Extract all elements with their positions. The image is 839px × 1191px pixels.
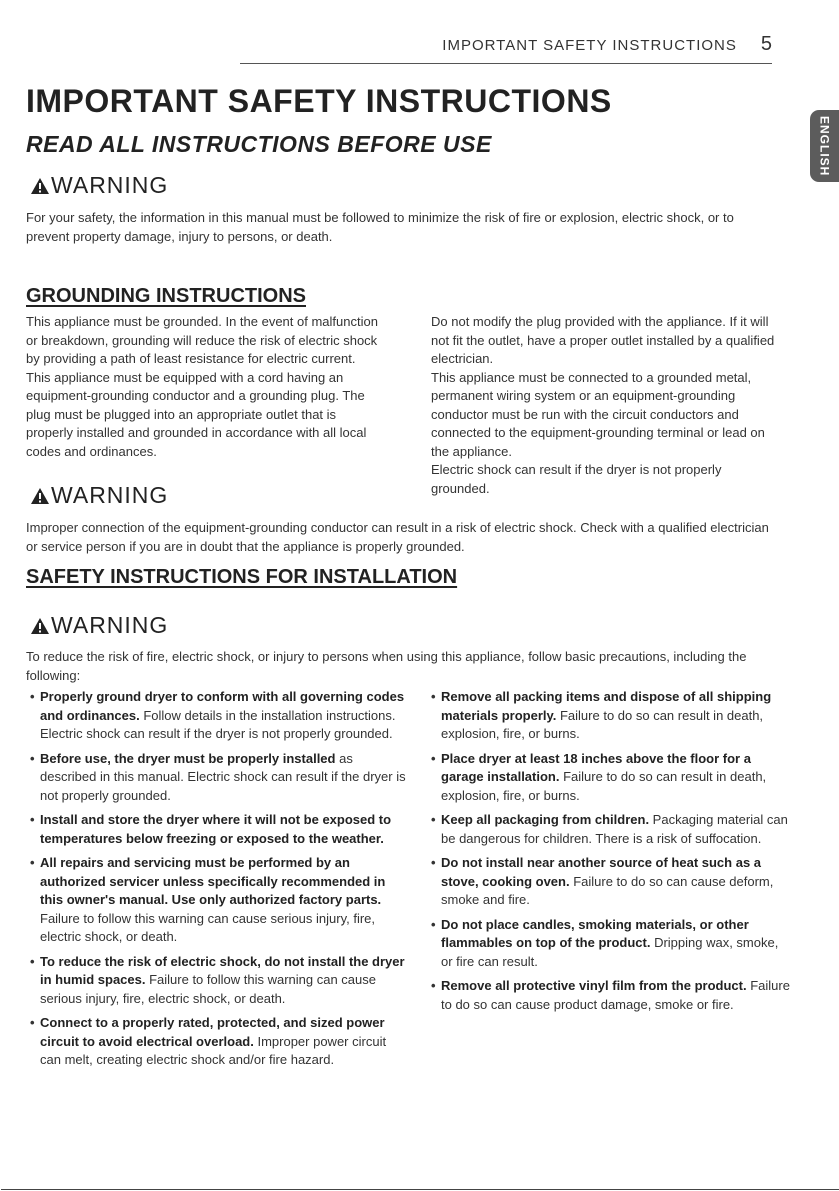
- intro-warning-text: For your safety, the information in this manual must be followed to minimize the risk of fire or explosion, electric shock, or to prevent property damage, injury to persons, or death.: [26, 210, 734, 244]
- warning-label: WARNING: [51, 172, 169, 198]
- list-item: • Place dryer at least 18 inches above the floor for a garage installation. Failure to do so can result in death, explosion, fire, or burns.: [431, 750, 791, 806]
- grounding-right-column: [431, 313, 783, 498]
- list-item: • All repairs and servicing must be performed by an authorized servicer unless specifically recommended in this owner's manual. Use only authorized factory parts. Failure to follow this warning can cause serious injury, fire, electric shock, or death.: [30, 854, 410, 947]
- warning-label: WARNING: [51, 612, 169, 638]
- page-title: IMPORTANT SAFETY INSTRUCTIONS: [26, 83, 612, 119]
- running-header: [240, 33, 772, 64]
- list-item: • Do not install near another source of heat such as a stove, cooking oven. Failure to do so can cause deform, smoke and fire.: [431, 854, 791, 910]
- grounding-left-column: [26, 313, 378, 461]
- warning-heading-3: [30, 612, 168, 639]
- list-item: • Keep all packaging from children. Packaging material can be dangerous for children. There is a risk of suffocation.: [431, 811, 791, 848]
- running-title: IMPORTANT SAFETY INSTRUCTIONS: [442, 37, 737, 54]
- list-item: • Do not place candles, smoking materials, or other flammables on top of the product. Dripping wax, smoke, or fire can result.: [431, 916, 791, 972]
- installation-left-list: [30, 688, 410, 1076]
- list-item: • To reduce the risk of electric shock, do not install the dryer in humid spaces. Failure to follow this warning can cause serious injury, fire, electric shock, or death.: [30, 953, 410, 1009]
- warning-triangle-icon: [30, 177, 50, 195]
- grounding-left-text: This appliance must be grounded. In the event of malfunction or breakdown, grounding will reduce the risk of electric shock by providing a path of least resistance for electric current. This appliance must be equipped with a cord having an equipment-grounding conductor and a grounding plug. The plug must be plugged into an appropriate outlet that is properly installed and grounded in accordance with all local codes and ordinances.: [26, 314, 378, 459]
- grounding-heading: GROUNDING INSTRUCTIONS: [26, 285, 306, 307]
- list-item: • Install and store the dryer where it will not be exposed to temperatures below freezing or exposed to the weather.: [30, 811, 410, 848]
- grounding-right-text-2: This appliance must be connected to a grounded metal, permanent wiring system or an equipment-grounding conductor must be run with the circuit conductors and connected to the equipment-grounding terminal or lead on the appliance.: [431, 369, 765, 459]
- page-subtitle: READ ALL INSTRUCTIONS BEFORE USE: [26, 131, 492, 157]
- grounding-right-text-3: Electric shock can result if the dryer is not properly grounded.: [431, 462, 722, 496]
- grounding-warning-text: Improper connection of the equipment-grounding conductor can result in a risk of electric shock. Check with a qualified electrician or service person if you are in doubt that the appliance is properly grounded.: [26, 520, 769, 554]
- installation-right-list: [431, 688, 791, 1020]
- list-item: • Before use, the dryer must be properly installed as described in this manual. Electric shock can result if the dryer is not properly grounded.: [30, 750, 410, 806]
- warning-heading-1: [30, 172, 168, 199]
- warning-triangle-icon: [30, 487, 50, 505]
- language-tab: [810, 110, 839, 182]
- list-item: • Connect to a properly rated, protected, and sized power circuit to avoid electrical overload. Improper power circuit can melt, creating electric shock and/or fire hazard.: [30, 1014, 410, 1070]
- warning-heading-2: [30, 482, 168, 509]
- list-item: • Properly ground dryer to conform with all governing codes and ordinances. Follow details in the installation instructions. Electric shock can result if the dryer is not properly grounded.: [30, 688, 410, 744]
- installation-heading: SAFETY INSTRUCTIONS FOR INSTALLATION: [26, 566, 458, 588]
- warning-label: WARNING: [51, 482, 169, 508]
- list-item: • Remove all protective vinyl film from the product. Failure to do so can cause product damage, smoke or fire.: [431, 977, 791, 1014]
- warning-triangle-icon: [30, 617, 50, 635]
- page-number: 5: [760, 33, 772, 55]
- language-tab-label: ENGLISH: [817, 115, 832, 177]
- grounding-right-text-1: Do not modify the plug provided with the appliance. If it will not fit the outlet, have a proper outlet installed by a qualified electrician.: [431, 314, 775, 366]
- bottom-border: [1, 1189, 839, 1190]
- list-item: • Remove all packing items and dispose of all shipping materials properly. Failure to do so can result in death, explosion, fire, or burns.: [431, 688, 791, 744]
- installation-intro-text: To reduce the risk of fire, electric shock, or injury to persons when using this appliance, follow basic precautions, including the following:: [26, 649, 747, 683]
